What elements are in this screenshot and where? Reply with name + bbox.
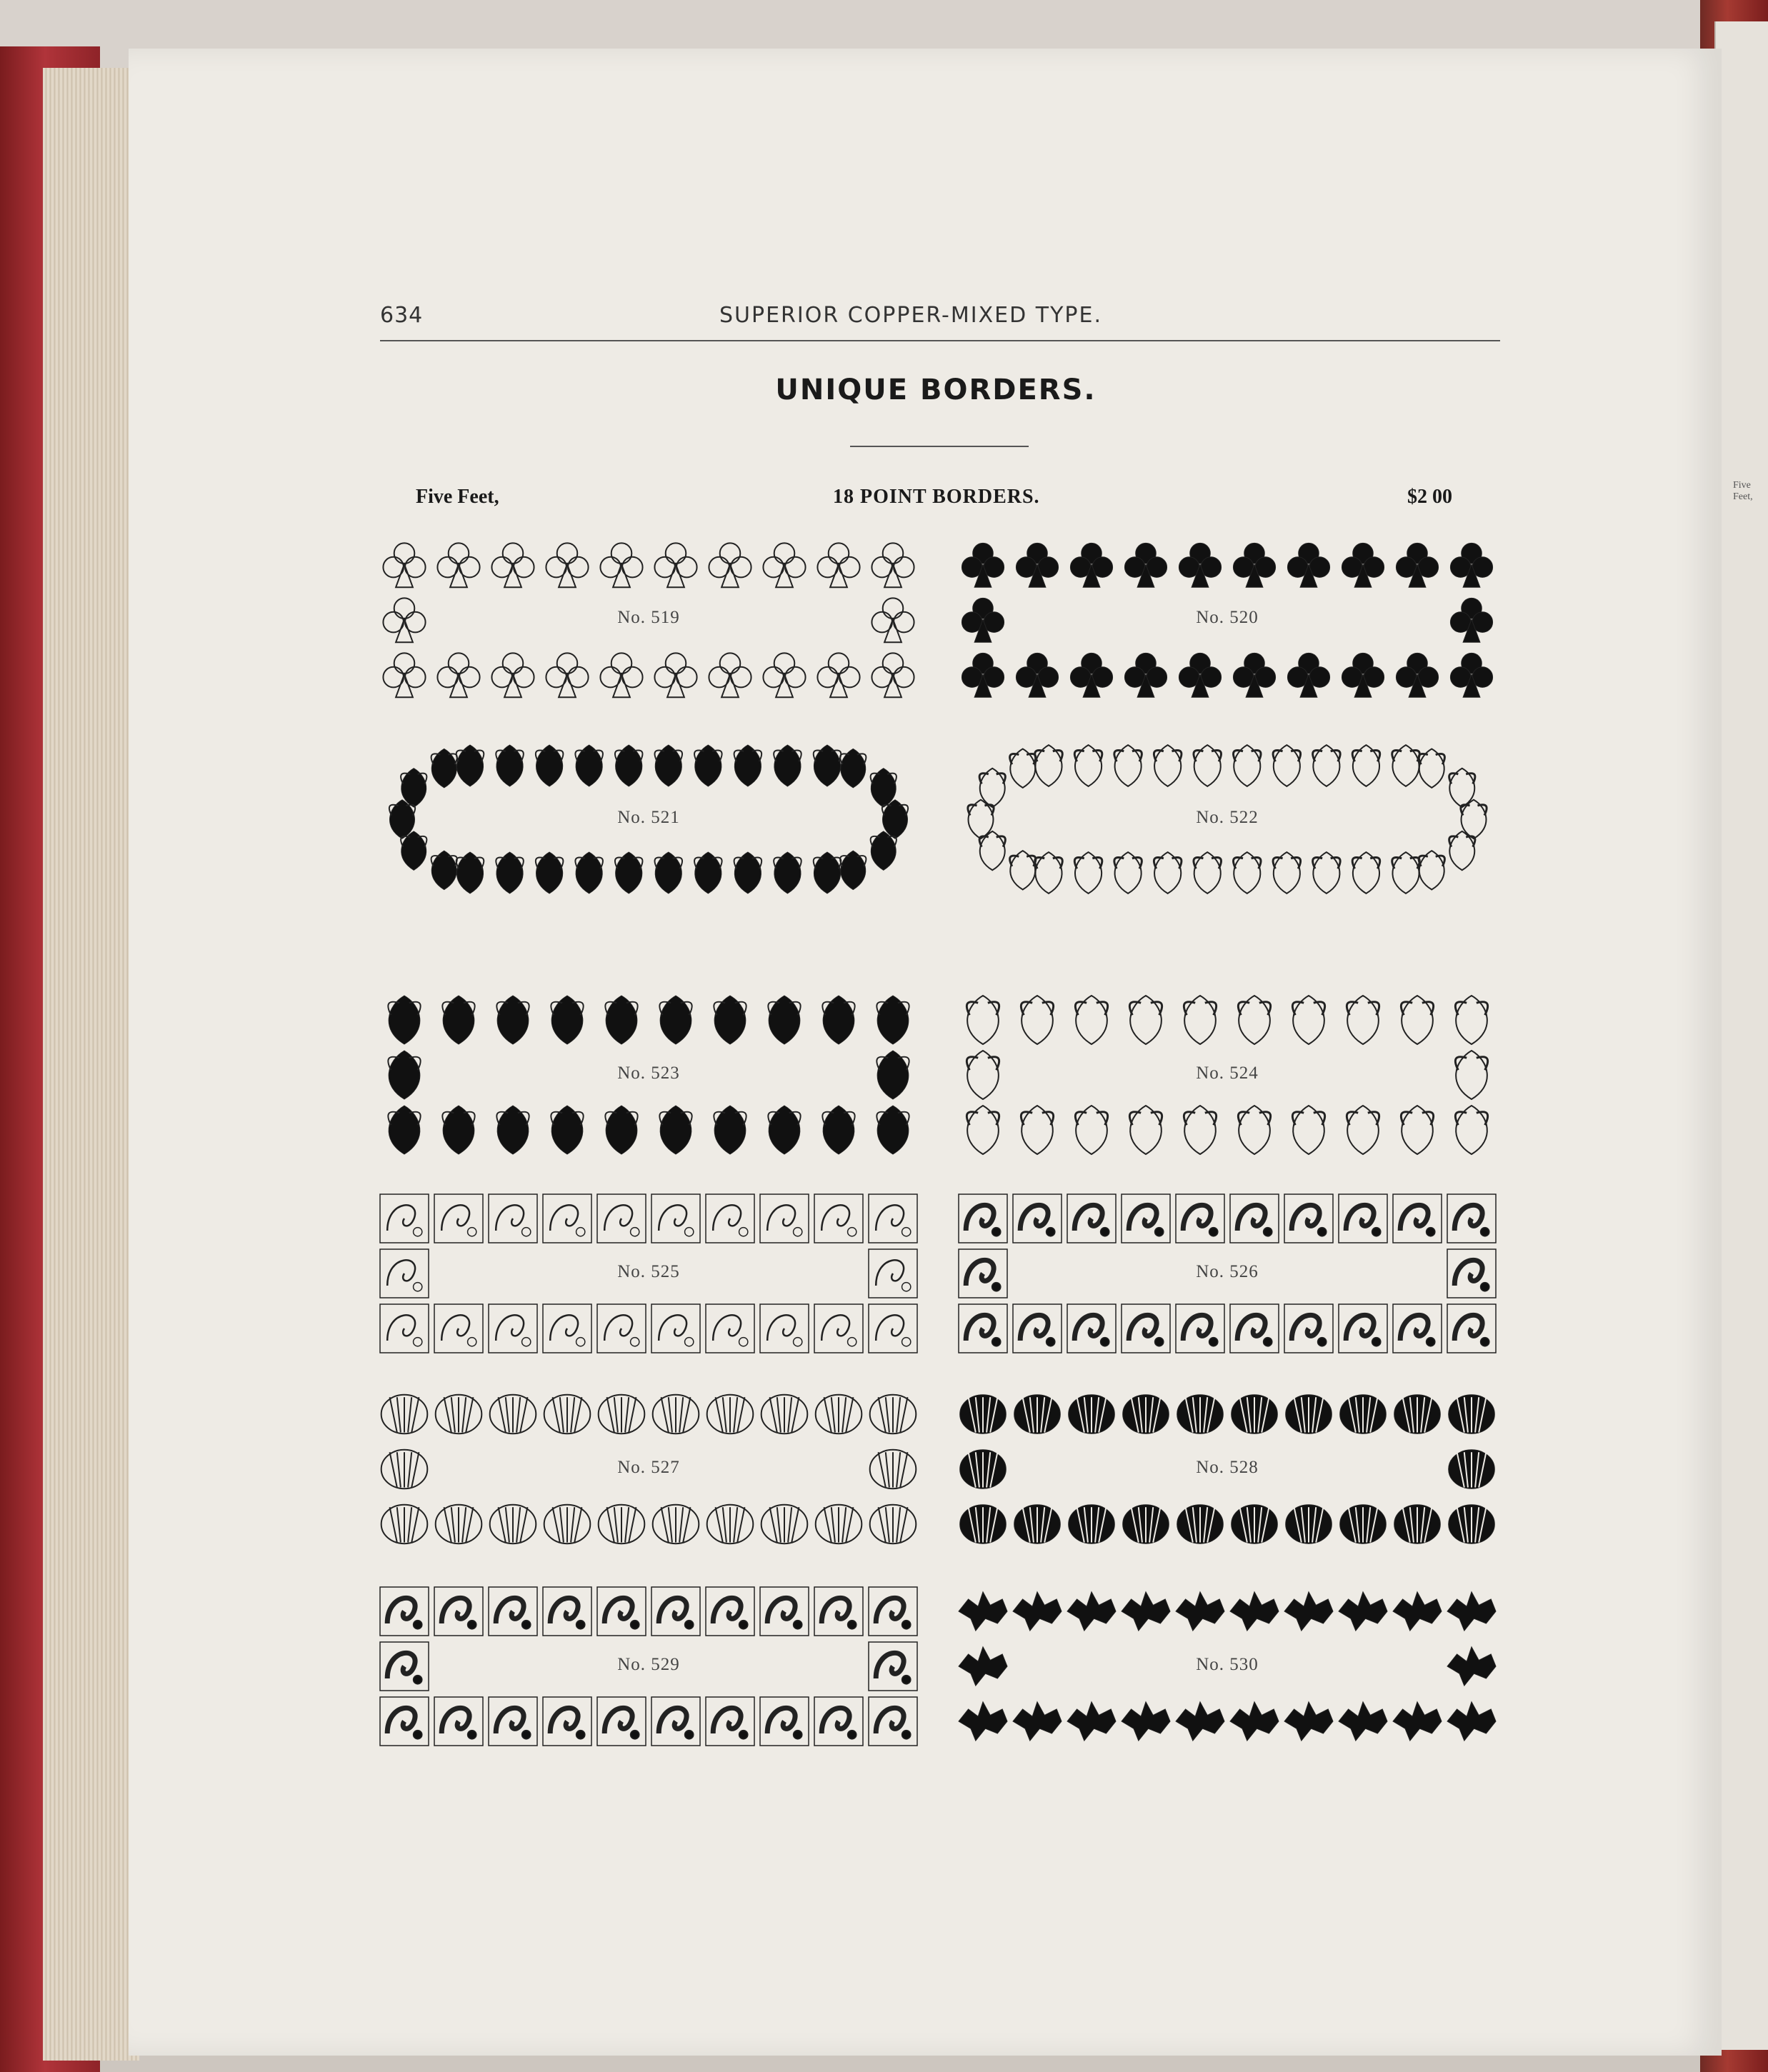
ornament-unit: [817, 543, 859, 587]
ornament-unit: [380, 1194, 429, 1243]
ornament-unit: [1339, 1304, 1387, 1353]
border-number-label: No. 530: [1196, 1655, 1259, 1674]
ornament-unit: [706, 1697, 754, 1746]
border-specimen: [377, 1191, 920, 1356]
ornament-unit: [1013, 1592, 1062, 1631]
ornament-unit: [1401, 1106, 1433, 1154]
ornament-unit: [496, 1106, 529, 1154]
ornament-unit: [962, 653, 1004, 697]
ornament-unit: [706, 1304, 754, 1353]
ornament-unit: [1230, 1194, 1279, 1243]
ornament-unit: [597, 1697, 646, 1746]
ornament-unit: [496, 996, 529, 1044]
ornament-unit: [817, 653, 859, 697]
ornament-unit: [551, 996, 583, 1044]
ornament-unit: [1450, 543, 1492, 587]
ornament-unit: [651, 1194, 700, 1243]
ornament-unit: [653, 1505, 699, 1543]
ornament-unit: [1177, 1505, 1224, 1543]
ornament-unit: [707, 1505, 754, 1543]
ornament-unit: [760, 1587, 809, 1636]
border-specimen: [956, 993, 1499, 1157]
ornament-unit: [543, 1194, 591, 1243]
ornament-unit: [960, 1395, 1007, 1433]
ornament-unit: [1286, 1505, 1332, 1543]
ornament-unit: [1013, 1194, 1062, 1243]
ornament-unit: [1016, 543, 1058, 587]
ornament-unit: [1393, 1194, 1442, 1243]
border-specimen: [377, 993, 920, 1157]
ornament-unit: [489, 1194, 537, 1243]
ornament-unit: [434, 1587, 483, 1636]
border-specimen: [377, 537, 920, 701]
ornament-unit: [734, 745, 762, 786]
ornament-unit: [615, 745, 643, 786]
ornament-unit: [597, 1194, 646, 1243]
ornament-unit: [1447, 1592, 1496, 1631]
ornament-unit: [822, 996, 854, 1044]
ornament-unit: [536, 745, 564, 786]
ornament-unit: [1449, 1505, 1495, 1543]
ornament-unit: [1021, 996, 1053, 1044]
border-number-label: No. 522: [1196, 808, 1259, 827]
ornament-unit: [489, 1304, 537, 1353]
ornament-unit: [876, 996, 909, 1044]
ornament-unit: [1393, 1592, 1442, 1631]
border-number-label: No. 526: [1196, 1262, 1259, 1281]
ornament-unit: [575, 745, 603, 786]
ornament-unit: [1010, 851, 1036, 889]
ornament-unit: [536, 852, 564, 894]
ornament-unit: [655, 852, 683, 894]
facing-page-edge: [1714, 21, 1768, 2050]
ornament-unit: [1014, 1505, 1061, 1543]
ornament-unit: [1286, 1395, 1332, 1433]
ornament-unit: [381, 1505, 428, 1543]
ornament-unit: [490, 1395, 536, 1433]
ornament-unit: [840, 851, 866, 889]
ornament-unit: [1340, 1505, 1387, 1543]
ornament-unit: [1129, 1106, 1162, 1154]
border-specimen: [956, 1584, 1499, 1748]
ornament-unit: [383, 543, 425, 587]
ornament-unit: [774, 852, 801, 894]
ornament-unit: [1123, 1395, 1169, 1433]
ornament-unit: [870, 1505, 917, 1543]
ornament-unit: [871, 653, 914, 697]
spec-length: Five Feet,: [416, 486, 499, 508]
ornament-unit: [1339, 1702, 1387, 1741]
ornament-unit: [436, 1505, 482, 1543]
ornament-unit: [1176, 1194, 1224, 1243]
ornament-unit: [1122, 1592, 1170, 1631]
ornament-unit: [959, 1702, 1007, 1741]
ornament-unit: [959, 1194, 1007, 1243]
ornament-unit: [768, 996, 800, 1044]
ornament-unit: [1230, 1702, 1279, 1741]
ornament-unit: [546, 653, 588, 697]
ornament-unit: [1232, 1505, 1278, 1543]
ornament-unit: [1067, 1194, 1116, 1243]
ornament-unit: [1238, 1106, 1270, 1154]
ornament-unit: [651, 1304, 700, 1353]
ornament-unit: [1313, 745, 1341, 786]
ornament-unit: [1179, 543, 1221, 587]
ornament-unit: [431, 851, 457, 889]
ornament-unit: [707, 1395, 754, 1433]
ornament-unit: [437, 653, 479, 697]
ornament-unit: [1340, 1395, 1387, 1433]
ornament-unit: [1070, 543, 1112, 587]
ornament-unit: [1070, 653, 1112, 697]
ornament-unit: [543, 1587, 591, 1636]
ornament-unit: [763, 653, 805, 697]
border-specimen: [377, 1387, 920, 1551]
ornament-unit: [814, 1697, 863, 1746]
ornament-unit: [654, 653, 696, 697]
ornament-unit: [960, 1505, 1007, 1543]
running-head: [380, 300, 1500, 341]
ornament-unit: [600, 653, 642, 697]
ornament-unit: [1177, 1395, 1224, 1433]
ornament-unit: [1273, 745, 1301, 786]
border-specimen: [956, 737, 1499, 901]
border-specimen: [377, 1584, 920, 1748]
ornament-unit: [651, 1697, 700, 1746]
ornament-unit: [1396, 543, 1438, 587]
ornament-unit: [1284, 1592, 1333, 1631]
ornament-unit: [1238, 996, 1270, 1044]
ornament-unit: [434, 1304, 483, 1353]
ornament-unit: [490, 1505, 536, 1543]
ornament-unit: [543, 1697, 591, 1746]
ornament-unit: [655, 745, 683, 786]
ornament-unit: [709, 653, 751, 697]
ornament-unit: [814, 745, 841, 786]
ornament-unit: [869, 1304, 917, 1353]
ornament-unit: [876, 1106, 909, 1154]
ornament-unit: [1284, 1304, 1333, 1353]
ornament-unit: [543, 1304, 591, 1353]
border-number-label: No. 520: [1196, 608, 1259, 627]
ornament-unit: [706, 1194, 754, 1243]
ornament-unit: [1394, 1395, 1441, 1433]
ornament-unit: [967, 996, 999, 1044]
ornament-unit: [1013, 1702, 1062, 1741]
ornament-unit: [651, 1587, 700, 1636]
ornament-unit: [840, 749, 866, 787]
ornament-unit: [1292, 1106, 1324, 1154]
ornament-unit: [442, 1106, 474, 1154]
ornament-unit: [653, 1395, 699, 1433]
ornament-unit: [1067, 1592, 1116, 1631]
ornament-unit: [1393, 1702, 1442, 1741]
ornament-unit: [1114, 745, 1142, 786]
ornament-unit: [763, 543, 805, 587]
ornament-unit: [1284, 1702, 1333, 1741]
border-number-label: No. 527: [617, 1458, 680, 1477]
ornament-unit: [1194, 745, 1222, 786]
ornament-unit: [816, 1395, 862, 1433]
ornament-unit: [1234, 852, 1262, 894]
ornament-unit: [714, 996, 746, 1044]
ornament-unit: [434, 1194, 483, 1243]
ornament-unit: [659, 1106, 691, 1154]
ornament-unit: [1232, 1395, 1278, 1433]
ornament-unit: [1176, 1702, 1224, 1741]
ornament-unit: [822, 1106, 854, 1154]
ornament-unit: [1021, 1106, 1053, 1154]
ornament-unit: [1352, 852, 1380, 894]
border-number-label: No. 528: [1196, 1458, 1259, 1477]
ornament-unit: [869, 1194, 917, 1243]
ornament-unit: [967, 1106, 999, 1154]
ornament-unit: [1342, 653, 1384, 697]
ornament-unit: [869, 1587, 917, 1636]
ornament-unit: [1074, 852, 1102, 894]
ornament-unit: [496, 852, 524, 894]
ornament-unit: [434, 1697, 483, 1746]
border-specimen: [956, 1387, 1499, 1551]
border-number-label: No. 525: [617, 1262, 680, 1281]
ornament-unit: [1122, 1304, 1170, 1353]
ornament-unit: [381, 1395, 428, 1433]
ornament-unit: [489, 1587, 537, 1636]
ornament-unit: [979, 831, 1005, 870]
ornament-unit: [1154, 745, 1182, 786]
ornament-unit: [1035, 745, 1063, 786]
ornament-unit: [814, 852, 841, 894]
ornament-unit: [959, 1592, 1007, 1631]
ornament-unit: [706, 1587, 754, 1636]
ornament-unit: [1124, 653, 1167, 697]
ornament-unit: [431, 749, 457, 787]
ornament-unit: [768, 1106, 800, 1154]
ornament-unit: [774, 745, 801, 786]
ornament-unit: [761, 1395, 808, 1433]
ornament-unit: [1287, 653, 1329, 697]
ornament-unit: [1230, 1592, 1279, 1631]
ornament-unit: [1176, 1592, 1224, 1631]
ornament-unit: [962, 543, 1004, 587]
ornament-unit: [1455, 996, 1487, 1044]
ornament-unit: [489, 1697, 537, 1746]
ornament-unit: [600, 543, 642, 587]
page-edges: [43, 68, 139, 2061]
ornament-unit: [816, 1505, 862, 1543]
ornament-unit: [1392, 852, 1420, 894]
ornament-unit: [659, 996, 691, 1044]
ornament-unit: [760, 1304, 809, 1353]
ornament-unit: [1014, 1395, 1061, 1433]
border-number-label: No. 529: [617, 1655, 680, 1674]
ornament-unit: [761, 1505, 808, 1543]
page-number: 634: [380, 303, 424, 328]
ornament-unit: [597, 1587, 646, 1636]
ornament-unit: [605, 1106, 637, 1154]
ornament-unit: [1114, 852, 1142, 894]
ornament-unit: [456, 745, 484, 786]
ornament-unit: [1447, 1304, 1496, 1353]
page-title: UNIQUE BORDERS.: [775, 374, 1097, 406]
ornament-unit: [597, 1304, 646, 1353]
ornament-unit: [491, 543, 534, 587]
ornament-unit: [1347, 996, 1379, 1044]
ornament-unit: [442, 996, 474, 1044]
running-title: SUPERIOR COPPER-MIXED TYPE.: [719, 303, 1102, 328]
ornament-unit: [551, 1106, 583, 1154]
ornament-unit: [1069, 1395, 1115, 1433]
ornament-unit: [869, 1697, 917, 1746]
border-number-label: No. 524: [1196, 1063, 1259, 1083]
ornament-unit: [1067, 1702, 1116, 1741]
ornament-unit: [760, 1194, 809, 1243]
ornament-unit: [1010, 749, 1036, 787]
ornament-unit: [714, 1106, 746, 1154]
ornament-unit: [1396, 653, 1438, 697]
ornament-unit: [1450, 653, 1492, 697]
ornament-unit: [1124, 543, 1167, 587]
ornament-unit: [1230, 1304, 1279, 1353]
ornament-unit: [1287, 543, 1329, 587]
title-rule: [850, 446, 1029, 447]
ornament-unit: [694, 745, 722, 786]
ornament-unit: [615, 852, 643, 894]
ornament-unit: [1313, 852, 1341, 894]
ornament-unit: [1035, 852, 1063, 894]
ornament-unit: [1233, 543, 1275, 587]
ornament-unit: [1455, 1106, 1487, 1154]
ornament-unit: [1179, 653, 1221, 697]
ornament-unit: [1129, 996, 1162, 1044]
border-specimen: [956, 1191, 1499, 1356]
ornament-unit: [1176, 1304, 1224, 1353]
border-number-label: No. 519: [617, 608, 680, 627]
ornament-unit: [1419, 851, 1444, 889]
ornament-unit: [436, 1395, 482, 1433]
ornament-unit: [1122, 1194, 1170, 1243]
ornament-unit: [1234, 745, 1262, 786]
ornament-unit: [1401, 996, 1433, 1044]
ornament-unit: [380, 1587, 429, 1636]
ornament-unit: [1067, 1304, 1116, 1353]
ornament-unit: [1075, 996, 1107, 1044]
ornament-unit: [1233, 653, 1275, 697]
ornament-unit: [546, 543, 588, 587]
ornament-unit: [1273, 852, 1301, 894]
facing-page-text: Five Feet,: [1733, 480, 1753, 502]
ornament-unit: [1069, 1505, 1115, 1543]
ornament-unit: [760, 1697, 809, 1746]
ornament-unit: [1419, 749, 1444, 787]
ornament-unit: [734, 852, 762, 894]
ornament-unit: [456, 852, 484, 894]
ornament-unit: [814, 1194, 863, 1243]
ornament-unit: [1449, 831, 1475, 870]
ornament-unit: [496, 745, 524, 786]
ornament-unit: [1016, 653, 1058, 697]
ornament-unit: [1449, 1395, 1495, 1433]
ornament-unit: [1394, 1505, 1441, 1543]
ornament-unit: [388, 996, 420, 1044]
ornament-unit: [1342, 543, 1384, 587]
ornament-unit: [1154, 852, 1182, 894]
ornament-unit: [1447, 1194, 1496, 1243]
ornament-unit: [575, 852, 603, 894]
ornament-unit: [605, 996, 637, 1044]
ornament-unit: [437, 543, 479, 587]
ornament-unit: [544, 1395, 591, 1433]
border-specimen: [956, 537, 1499, 701]
spec-size: 18 POINT BORDERS.: [833, 486, 1040, 508]
ornament-unit: [1123, 1505, 1169, 1543]
ornament-unit: [599, 1505, 645, 1543]
ornament-unit: [1184, 1106, 1216, 1154]
ornament-unit: [814, 1304, 863, 1353]
border-specimen: [377, 737, 920, 901]
ornament-unit: [870, 1395, 917, 1433]
ornament-unit: [599, 1395, 645, 1433]
ornament-unit: [1122, 1702, 1170, 1741]
ornament-unit: [1194, 852, 1222, 894]
ornament-unit: [1184, 996, 1216, 1044]
ornament-unit: [1339, 1592, 1387, 1631]
ornament-unit: [694, 852, 722, 894]
ornament-unit: [1074, 745, 1102, 786]
ornament-unit: [654, 543, 696, 587]
ornament-unit: [1013, 1304, 1062, 1353]
ornament-unit: [959, 1304, 1007, 1353]
ornament-unit: [1292, 996, 1324, 1044]
spec-price: $2 00: [1407, 486, 1452, 508]
ornament-unit: [380, 1304, 429, 1353]
ornament-unit: [871, 543, 914, 587]
ornament-unit: [380, 1697, 429, 1746]
ornament-unit: [1393, 1304, 1442, 1353]
ornament-unit: [1352, 745, 1380, 786]
ornament-unit: [491, 653, 534, 697]
ornament-unit: [1339, 1194, 1387, 1243]
ornament-unit: [1075, 1106, 1107, 1154]
ornament-unit: [383, 653, 425, 697]
ornament-unit: [388, 1106, 420, 1154]
ornament-unit: [709, 543, 751, 587]
ornament-unit: [1347, 1106, 1379, 1154]
ornament-unit: [1284, 1194, 1333, 1243]
ornament-unit: [1447, 1702, 1496, 1741]
ornament-unit: [1392, 745, 1420, 786]
border-number-label: No. 523: [617, 1063, 680, 1083]
ornament-unit: [814, 1587, 863, 1636]
border-number-label: No. 521: [617, 808, 680, 827]
ornament-unit: [544, 1505, 591, 1543]
